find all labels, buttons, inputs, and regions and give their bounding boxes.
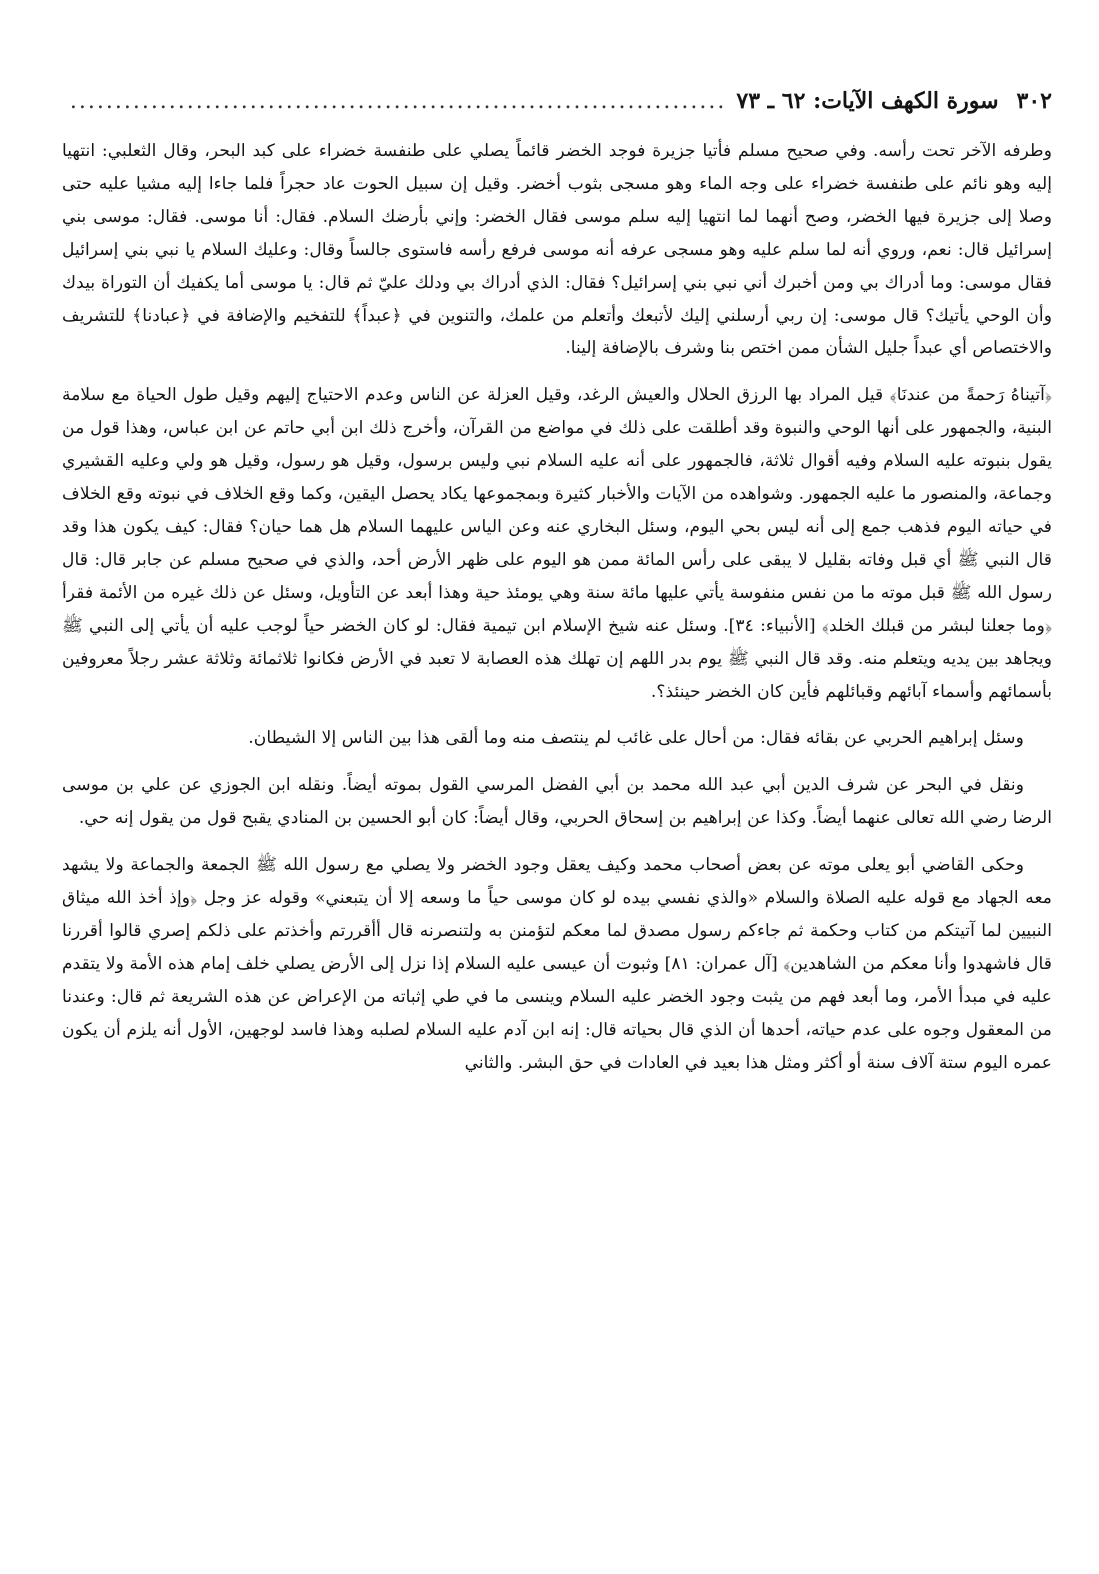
running-header [62,86,1052,117]
header-leader-dots [72,87,726,117]
paragraph-3: وسئل إبراهيم الحربي عن بقائه فقال: من أحال على غائب لم ينتصف منه وما ألقى هذا بين الناس إلا الشيطان. [248,728,1024,749]
chapter-title: سورة الكهف الآيات: ٦٢ ـ ٧٣ [736,88,999,114]
page-number: ٣٠٢ [1016,88,1052,114]
paragraph-5: وحكى القاضي أبو يعلى موته عن بعض أصحاب محمد وكيف يعقل وجود الخضر ولا يصلي مع رسول الله ﷺ الجمعة والجماعة ولا يشهد معه الجهاد مع قوله عليه الصلاة والسلام «والذي نفسي بيده لو كان موسى حياً ما وسعه إلا أن يتبعني» وقوله عز وجل ﴿وإذ أخذ الله ميثاق النبيين لما آتيتكم من كتاب وحكمة ثم جاءكم رسول مصدق لما معكم لتؤمنن به ولتنصرنه قال أأقررتم وأخذتم على ذلكم إصري قالوا أقررنا قال فاشهدوا وأنا معكم من الشاهدين﴾ [آل عمران: ٨١] وثبوت أن عيسى عليه السلام إذا نزل إلى الأرض يصلي خلف إمام هذه الأمة ولا يتقدم عليه في مبدأ الأمر، وما أبعد فهم من يثبت وجود الخضر عليه السلام وينسى ما في طي إثباته من الإعراض عن هذه الشريعة ثم قال: وعندنا من المعقول وجوه على عدم حياته، أحدها أن الذي قال بحياته قال: إنه ابن آدم عليه السلام لصلبه وهذا فاسد لوجهين، الأول أنه يلزم أن يكون عمره اليوم ستة آلاف سنة أو أكثر ومثل هذا بعيد في العادات في حق البشر. والثاني [62,855,1052,1073]
paragraph-4: ونقل في البحر عن شرف الدين أبي عبد الله محمد بن أبي الفضل المرسي القول بموته أيضاً. ونقله ابن الجوزي عن علي بن موسى الرضا رضي الله تعالى عنهما أيضاً. وكذا عن إبراهيم بن إسحاق الحربي، وقال أيضاً: كان أبو الحسين بن المنادي يقبح قول من يقول إنه حي. [62,775,1052,829]
book-page [62,86,1052,1093]
paragraph-2: ﴿آتيناهُ رَحمةً من عندنَا﴾ قيل المراد بها الرزق الحلال والعيش الرغد، وقيل العزلة عن الناس وعدم الاحتياج إليهم وقيل طول الحياة مع سلامة البنية، والجمهور على أنها الوحي والنبوة وقد أطلقت على ذلك في مواضع من القرآن، وأخرج ذلك ابن أبي حاتم عن ابن عباس، وهذا قول من يقول بنبوته عليه السلام وفيه أقوال ثلاثة، فالجمهور على أنه عليه السلام نبي وليس برسول، وقيل هو رسول، وقيل هو ولي وعليه القشيري وجماعة، والمنصور ما عليه الجمهور. وشواهده من الآيات والأخبار كثيرة وبمجموعها يكاد يحصل اليقين، وكما وقع الخلاف في نبوته وقع الخلاف في حياته اليوم فذهب جمع إلى أنه ليس بحي اليوم، وسئل البخاري عنه وعن الياس عليهما السلام هل هما حيان؟ فقال: كيف يكون هذا وقد قال النبي ﷺ أي قبل وفاته بقليل لا يبقى على رأس المائة ممن هو اليوم على ظهر الأرض أحد، والذي في صحيح مسلم عن جابر قال: قال رسول الله ﷺ قبل موته ما من نفس منفوسة يأتي عليها مائة سنة وهي يومئذ حية وهذا أبعد عن التأويل، وسئل عن ذلك غيره من الأئمة فقرأ ﴿وما جعلنا لبشر من قبلك الخلد﴾ [الأنبياء: ٣٤]. وسئل عنه شيخ الإسلام ابن تيمية فقال: لو كان الخضر حياً لوجب عليه أن يأتي إلى النبي ﷺ ويجاهد بين يديه ويتعلم منه. وقد قال النبي ﷺ يوم بدر اللهم إن تهلك هذه العصابة لا تعبد في الأرض فكانوا ثلاثمائة وثلاثة عشر رجلاً معروفين بأسمائهم وأسماء آبائهم وقبائلهم فأين كان الخضر حينئذ؟. [62,385,1053,702]
paragraph-1: وطرفه الآخر تحت رأسه. وفي صحيح مسلم فأتيا جزيرة فوجد الخضر قائماً يصلي على طنفسة خضراء على كبد البحر، وقال الثعلبي: انتهيا إليه وهو نائم على طنفسة خضراء على وجه الماء وهو مسجى بثوب أخضر. وقيل إن سبيل الحوت عاد حجراً فلما جاءا إليه مشيا عليه حتى وصلا إلى جزيرة فيها الخضر، وصح أنهما لما انتهيا إليه سلم موسى فقال الخضر: وإني بأرضك السلام. فقال: أنا موسى. فقال: موسى بني إسرائيل قال: نعم، وروي أنه لما سلم عليه وهو مسجى عرفه أنه موسى فرفع رأسه فاستوى جالساً وقال: وعليك السلام يا نبي بني إسرائيل فقال موسى: وما أدراك بي ومن أخبرك أني نبي بني إسرائيل؟ فقال: الذي أدراك بي ودلك عليّ ثم قال: يا موسى أما يكفيك أن التوراة بيدك وأن الوحي يأتيك؟ قال موسى: إن ربي أرسلني إليك لأتبعك وأتعلم من علمك، والتنوين في ﴿عبداً﴾ للتفخيم والإضافة في ﴿عبادنا﴾ للتشريف والاختصاص أي عبداً جليل الشأن ممن اختص بنا وشرف بالإضافة إلينا. [62,141,1052,359]
